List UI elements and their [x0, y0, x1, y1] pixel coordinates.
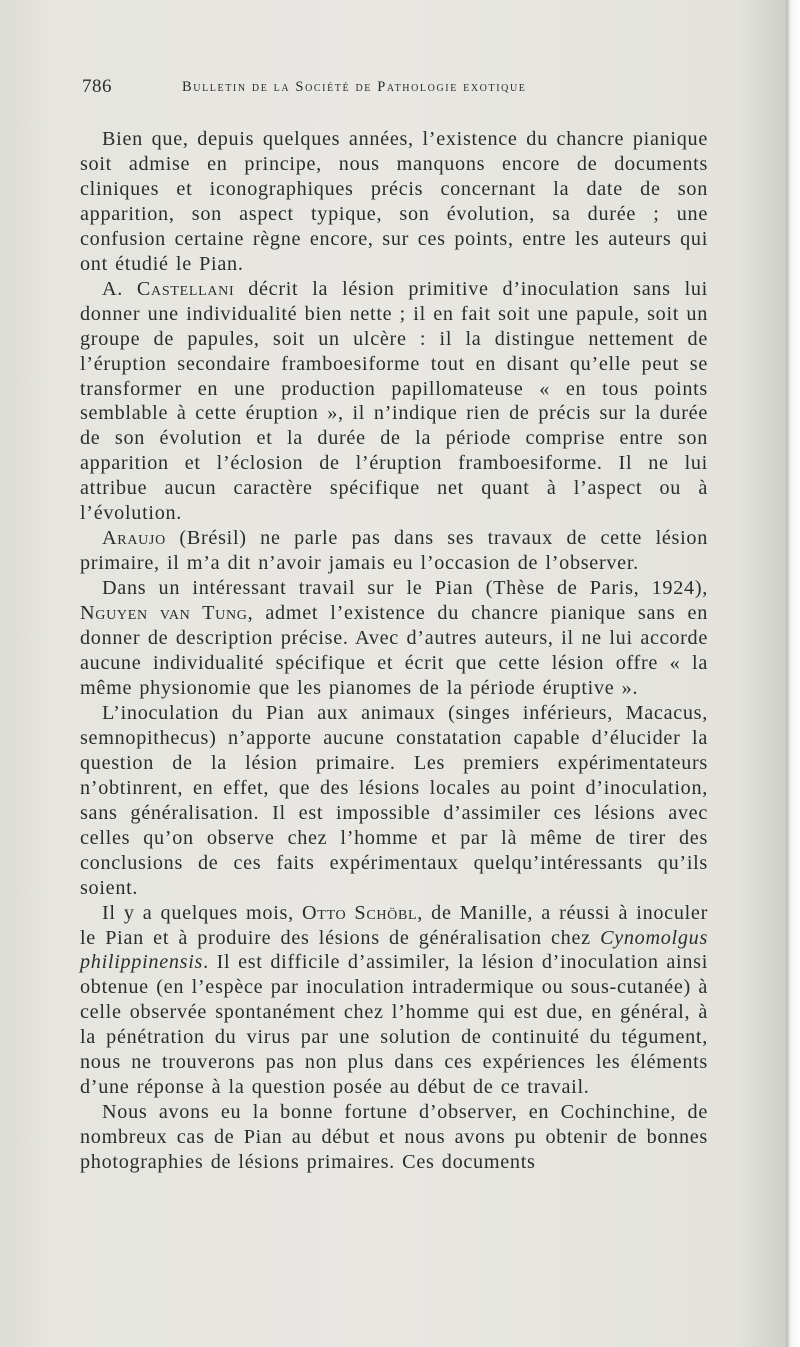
- paragraph-text: décrit la lésion primitive d’inoculation sans lui donner une individualité bien nette ; il en fait soit une papule, soit un groupe de papules, soit un ulcère : il la distingue nettement de l’éruption secondaire framboesiforme tout en disant qu’elle peut se transformer en une production papillomateuse « en tous points semblable à cette éruption », il n’indique rien de précis sur la durée de son évolution et la durée de la période comprise entre son apparition et l’éclosion de l’éruption framboesiforme. Il ne lui attribue aucun caractère spécifique net quant à l’aspect ou à l’évolution.: [80, 277, 708, 525]
- author-name: Otto Schöbl: [301, 901, 418, 924]
- paragraph: [80, 576, 708, 701]
- paragraph: [80, 1100, 708, 1175]
- species-name: Cynomolgus philippinensis: [80, 926, 708, 974]
- page-edge: [786, 0, 800, 1347]
- author-name: Nguyen van Tung: [80, 602, 248, 625]
- paragraph: [80, 901, 708, 1101]
- paragraph: [80, 127, 708, 277]
- paragraph: [80, 701, 708, 901]
- paragraph-text: Dans un intéressant travail sur le Pian (Thèse de Paris, 1924),: [102, 577, 708, 600]
- paragraph-text: L’inoculation du Pian aux animaux (singes inférieurs, Macacus, semnopithecus) n’apporte aucune constatation capable d’élucider la question de la lésion primaire. Les premiers expérimentateurs n’obtinrent, en effet, que des lésions locales au point d’inoculation, sans généralisation. Il est impossible d’assimiler ces lésions avec celles qu’on observe chez l’homme et par là même de tirer des conclusions de ces faits expérimentaux quelqu’intéressants qu’ils soient.: [80, 701, 708, 899]
- author-name: A. Castellani: [102, 277, 235, 300]
- paragraph-text: , de Manille, a réussi à inoculer le Pian et à produire des lésions de généralisation chez: [80, 901, 709, 949]
- paragraph-text: Il y a quelques mois,: [102, 901, 302, 924]
- paragraph-text: , admet l’existence du chancre pianique sans en donner de description précise. Avec d’autres auteurs, il ne lui accorde aucune individualité spécifique et écrit que cette lésion offre « la même physionomie que les pianomes de la période éruptive ».: [80, 602, 708, 699]
- paragraph-text: . Il est difficile d’assimiler, la lésion d’inoculation ainsi obtenue (en l’espèce par inoculation intradermique ou sous-cutanée) à celle observée spontanément chez l’homme qui est due, en général, à la pénétration du virus par une solution de continuité du tégument, nous ne trouverons pas non plus dans ces expériences les éléments d’une réponse à la question posée au début de ce travail.: [80, 951, 708, 1099]
- paragraph-text: Nous avons eu la bonne fortune d’observer, en Cochinchine, de nombreux cas de Pian au début et nous avons pu obtenir de bonnes photographies de lésions primaires. Ces documents: [80, 1101, 708, 1174]
- paragraph-text: Bien que, depuis quelques années, l’existence du chancre pianique soit admise en principe, nous manquons encore de documents cliniques et iconographiques précis concernant la date de son apparition, son aspect typique, son évolution, sa durée ; une confusion certaine règne encore, sur ces points, entre les auteurs qui ont étudié le Pian.: [80, 128, 708, 275]
- page-header: [82, 76, 710, 106]
- paragraph-text: (Brésil) ne parle pas dans ses travaux de cette lésion primaire, il m’a dit n’avoir jamais eu l’occasion de l’observer.: [80, 527, 708, 575]
- author-name: Araujo: [102, 527, 166, 550]
- page-number: 786: [82, 76, 112, 97]
- paragraph: [80, 526, 708, 576]
- body-text: [80, 127, 708, 1175]
- running-title: Bulletin de la Société de Pathologie exotique: [182, 79, 527, 95]
- paragraph: [80, 277, 708, 527]
